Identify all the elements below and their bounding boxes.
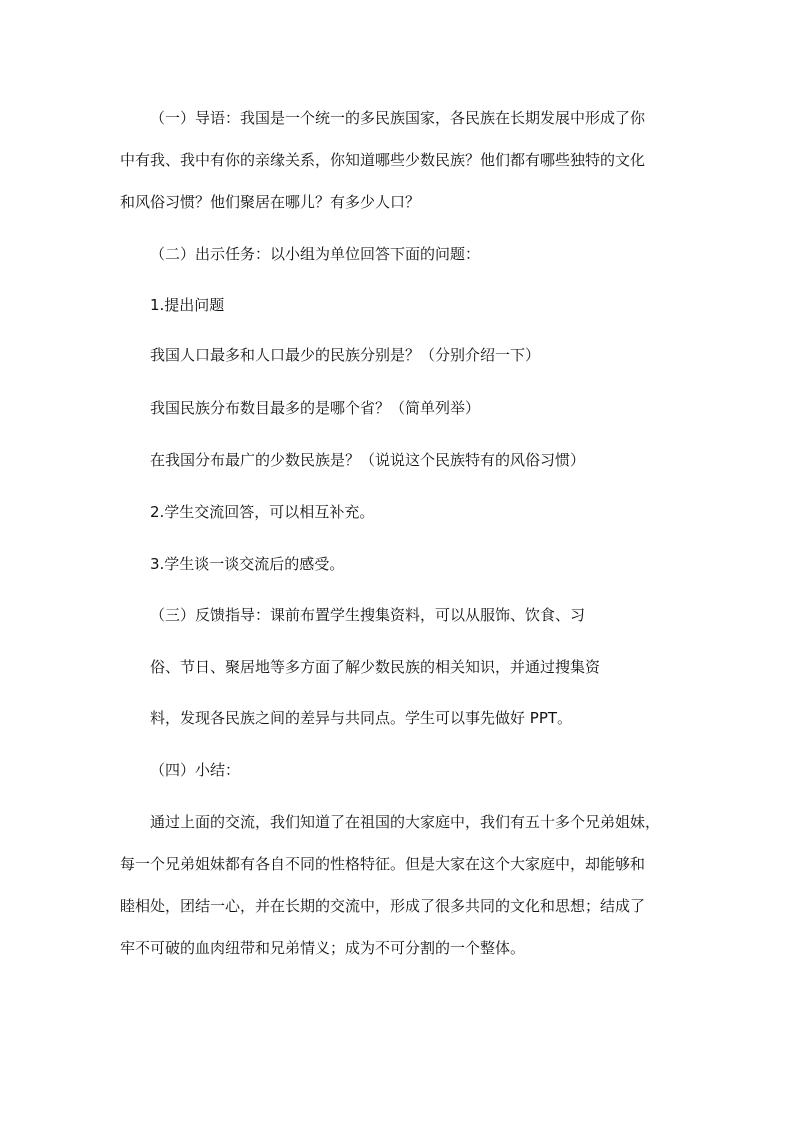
list-item-3: 3.学生谈一谈交流后的感受。 (150, 555, 345, 573)
paragraph-intro-line-2: 中有我、我中有你的亲缘关系，你知道哪些少数民族？他们都有哪些独特的文化 (120, 151, 646, 169)
paragraph-intro-line-3: 和风俗习惯？他们聚居在哪儿？有多少人口？ (120, 193, 421, 211)
question-line-3: 在我国分布最广的少数民族是？（说说这个民族特有的风俗习惯） (150, 451, 586, 469)
section-task-heading: （二）出示任务：以小组为单位回答下面的问题： (150, 245, 481, 263)
section-feedback-line-1: （三）反馈指导：课前布置学生搜集资料，可以从服饰、饮食、习 (150, 606, 586, 624)
section-feedback-line-2: 俗、节日、聚居地等多方面了解少数民族的相关知识，并通过搜集资 (150, 658, 601, 676)
summary-line-3: 睦相处，团结一心，并在长期的交流中，形成了很多共同的文化和思想；结成了 (120, 897, 646, 915)
summary-line-4: 牢不可破的血肉纽带和兄弟情义；成为不可分割的一个整体。 (120, 939, 526, 957)
section-feedback-line-3: 料，发现各民族之间的差异与共同点。学生可以事先做好 PPT。 (150, 709, 573, 727)
section-summary-heading: （四）小结： (150, 761, 241, 779)
summary-line-1: 通过上面的交流，我们知道了在祖国的大家庭中，我们有五十多个兄弟姐妹， (150, 813, 661, 831)
summary-line-2: 每一个兄弟姐妹都有各自不同的性格特征。但是大家在这个大家庭中，却能够和 (120, 855, 646, 873)
question-line-2: 我国民族分布数目最多的是哪个省？（简单列举） (150, 399, 481, 417)
paragraph-intro-line-1: （一）导语：我国是一个统一的多民族国家，各民族在长期发展中形成了你 (150, 109, 646, 127)
list-item-1-heading: 1.提出问题 (150, 296, 225, 314)
list-item-2: 2.学生交流回答，可以相互补充。 (150, 503, 375, 521)
question-line-1: 我国人口最多和人口最少的民族分别是？（分别介绍一下） (150, 346, 541, 364)
